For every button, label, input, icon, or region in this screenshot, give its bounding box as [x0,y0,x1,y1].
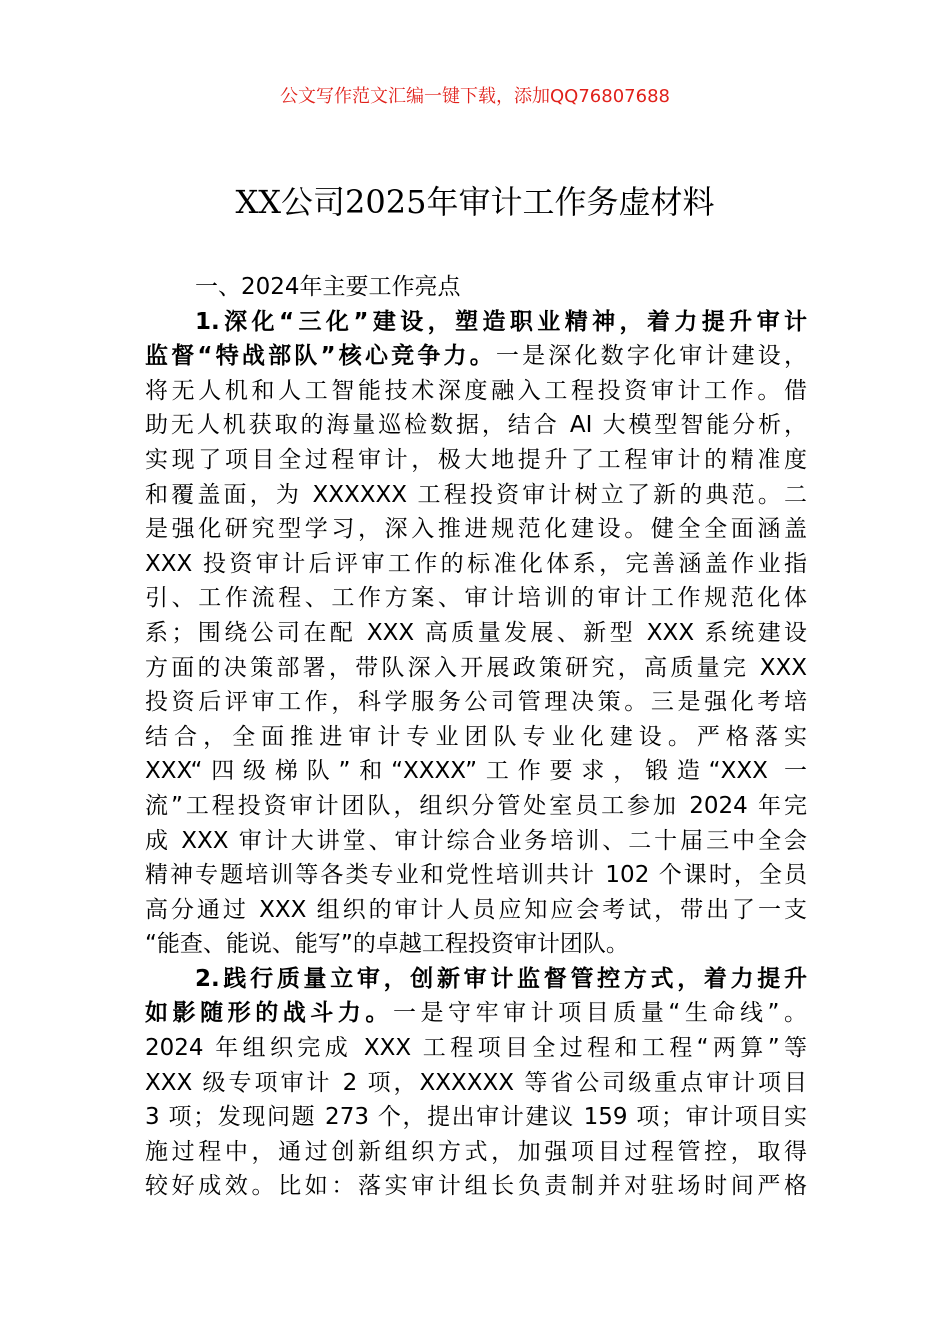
paragraph-text: XXX“四级梯队”和“XXXX”工作要求，锻造“XXX 一 [145,758,807,785]
text-line [145,1100,807,1135]
text-line [145,1066,807,1101]
bold-heading-text: 如影随形的战斗力。 [145,1000,393,1027]
paragraph-text: 投资后评审工作，科学服务公司管理决策。三是强化考培 [145,689,807,716]
text-line [145,1169,807,1204]
text-line [145,651,807,686]
paragraph-text: 是强化研究型学习，深入推进规范化建设。健全全面涵盖 [145,516,807,543]
paragraph-text: 一是守牢审计项目质量“生命线”。 [392,1000,807,1027]
paragraph-text: 施过程中，通过创新组织方式，加强项目过程管控，取得 [145,1138,807,1165]
text-line [145,374,807,409]
text-line [145,443,807,478]
bold-heading-text: 监督“特战部队”核心竞争力。 [145,343,496,370]
text-line [145,685,807,720]
paragraph-text: 成 XXX 审计大讲堂、审计综合业务培训、二十届三中全会 [145,827,807,854]
text-line [145,581,807,616]
paragraph-text: 实现了项目全过程审计，极大地提升了工程审计的精准度 [145,446,807,473]
text-line [145,339,807,374]
bold-heading-text: 2.践行质量立审，创新审计监督管控方式，着力提升 [195,965,807,992]
text-line [145,858,807,893]
paragraph-text: 一、2024年主要工作亮点 [195,274,461,300]
text-line [145,512,807,547]
text-line [145,754,807,789]
text-line [145,789,807,824]
paragraph-text: 方面的决策部署，带队深入开展政策研究，高质量完 XXX [145,654,807,681]
paragraph-text: 系；围绕公司在配 XXX 高质量发展、新型 XXX 系统建设 [145,619,807,646]
text-line [145,547,807,582]
paragraph-text: 引、工作流程、工作方案、审计培训的审计工作规范化体 [145,585,807,612]
paragraph-text: 和覆盖面，为 XXXXXX 工程投资审计树立了新的典范。二 [145,481,807,508]
text-line [145,962,807,997]
paragraph-text: 结合，全面推进审计专业团队专业化建设。严格落实 [145,723,807,750]
paragraph-text: “能查、能说、能写”的卓越工程投资审计团队。 [145,931,629,958]
text-line [145,1031,807,1066]
text-line [145,893,807,928]
paragraph-text: 2024 年组织完成 XXX 工程项目全过程和工程“两算”等 [145,1035,807,1062]
paragraph-text: 3 项；发现问题 273 个，提出审计建议 159 项；审计项目实 [145,1104,807,1131]
text-line [145,720,807,755]
text-line [145,616,807,651]
text-line [145,478,807,513]
text-line [145,270,807,305]
bold-heading-text: 1.深化“三化”建设，塑造职业精神，着力提升审计 [195,308,807,335]
page-title: XX公司2025年审计工作务虚材料 [235,183,715,221]
paragraph-text: 流”工程投资审计团队，组织分管处室员工参加 2024 年完 [145,792,807,819]
paragraph-text: 精神专题培训等各类专业和党性培训共计 102 个课时，全员 [145,862,807,889]
text-line [145,824,807,859]
paragraph-text: XXX 投资审计后评审工作的标准化体系，完善涵盖作业指 [145,550,807,577]
text-line [145,996,807,1031]
paragraph-text: 高分通过 XXX 组织的审计人员应知应会考试，带出了一支 [145,896,807,923]
paragraph-text: XXX 级专项审计 2 项，XXXXXX 等省公司级重点审计项目 [145,1069,807,1096]
text-line [145,305,807,340]
download-banner: 公文写作范文汇编一键下载，添加QQ76807688 [280,86,670,107]
document-body [145,270,807,1204]
text-line [145,408,807,443]
text-line [145,927,807,962]
paragraph-text: 助无人机获取的海量巡检数据，结合 AI 大模型智能分析， [145,412,807,439]
paragraph-text: 一是深化数字化审计建设， [495,343,808,370]
text-line [145,1135,807,1170]
paragraph-text: 较好成效。比如：落实审计组长负责制并对驻场时间严格 [145,1173,807,1200]
paragraph-text: 将无人机和人工智能技术深度融入工程投资审计工作。借 [145,377,807,404]
